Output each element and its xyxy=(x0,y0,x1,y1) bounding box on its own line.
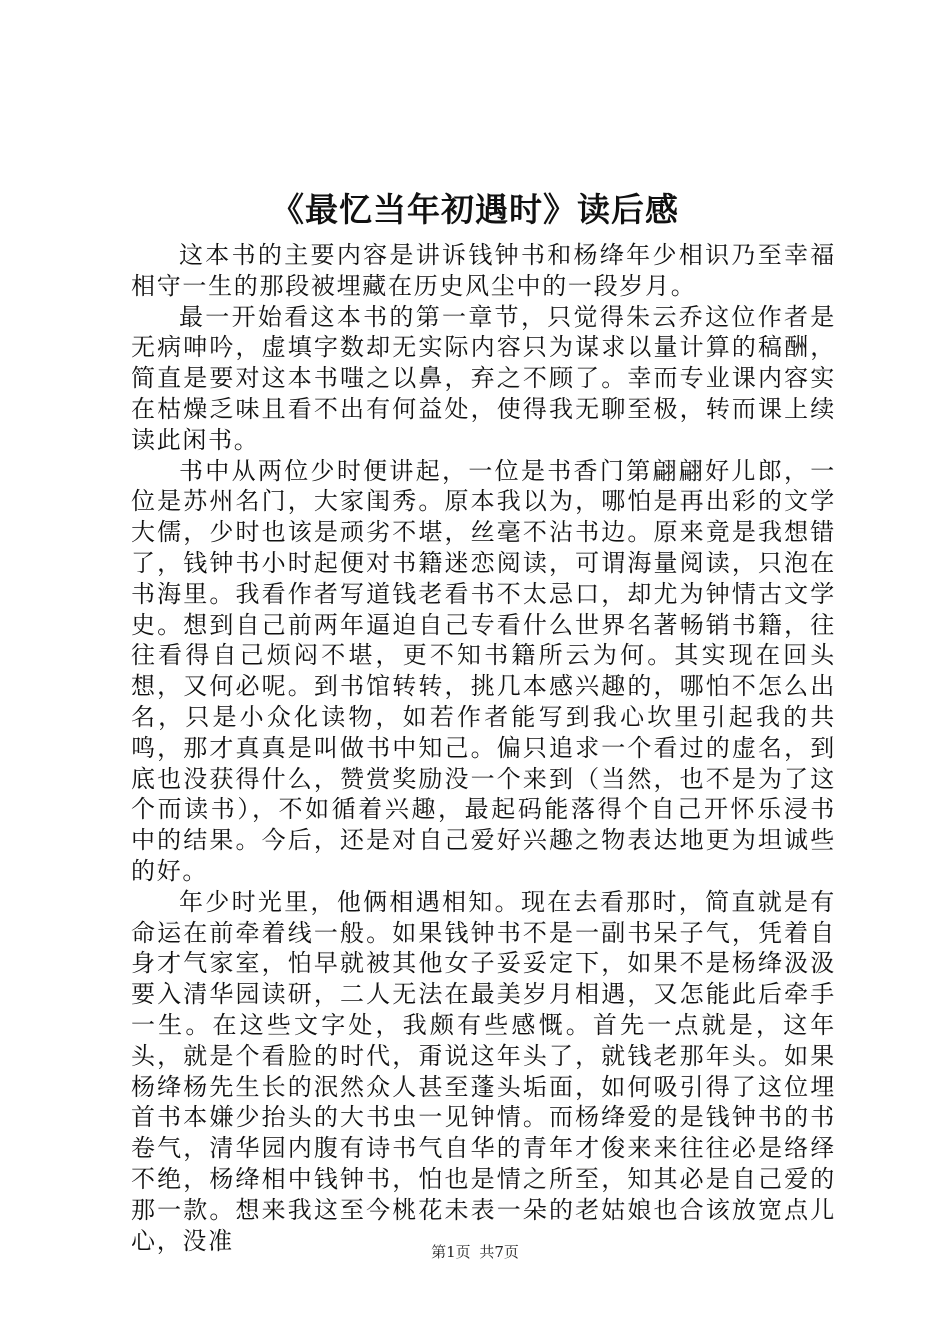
page-footer xyxy=(0,1242,950,1262)
paragraph-1: 这本书的主要内容是讲诉钱钟书和杨绛年少相识乃至幸福相守一生的那段被埋藏在历史风尘中的一段岁月。 xyxy=(131,241,836,300)
paragraph-4: 年少时光里，他俩相遇相知。现在去看那时，简直就是有命运在前牵着线一般。如果钱钟书不是一副书呆子气，凭着自身才气家室，怕早就被其他女子妥妥定下，如果不是杨绛汲汲要入清华园读研，二人无法在最美岁月相遇，又怎能此后牵手一生。在这些文字处，我颇有些感慨。首先一点就是，这年头，就是个看脸的时代，甭说这年头了，就钱老那年头。如果杨绛杨先生长的泯然众人甚至蓬头垢面，如何吸引得了这位埋首书本嫌少抬头的大书虫一见钟情。而杨绛爱的是钱钟书的书卷气，清华园内腹有诗书气自华的青年才俊来来往往必是络绎不绝，杨绛相中钱钟书，怕也是情之所至，知其必是自己爱的那一款。想来我这至今桃花未表一朵的老姑娘也合该放宽点儿心，没准 xyxy=(131,887,836,1255)
document-title: 《最忆当年初遇时》读后感 xyxy=(271,190,679,229)
page-number: 第1页 xyxy=(431,1243,471,1261)
document-body xyxy=(131,240,836,1256)
paragraph-3: 书中从两位少时便讲起，一位是书香门第翩翩好儿郎，一位是苏州名门，大家闺秀。原本我以为，哪怕是再出彩的文学大儒，少时也该是顽劣不堪，丝毫不沾书边。原来竟是我想错了，钱钟书小时起便对书籍迷恋阅读，可谓海量阅读，只泡在书海里。我看作者写道钱老看书不太忌口，却尤为钟情古文学史。想到自己前两年逼迫自己专看什么世界名著畅销书籍，往往看得自己烦闷不堪，更不知书籍所云为何。其实现在回头想，又何必呢。到书馆转转，挑几本感兴趣的，哪怕不怎么出名，只是小众化读物，如若作者能写到我心坎里引起我的共鸣，那才真真是叫做书中知己。偏只追求一个看过的虚名，到底也没获得什么，赞赏奖励没一个来到（当然，也不是为了这个而读书），不如循着兴趣，最起码能落得个自己开怀乐浸书中的结果。今后，还是对自己爱好兴趣之物表达地更为坦诚些的好。 xyxy=(131,456,836,885)
paragraph-2: 最一开始看这本书的第一章节，只觉得朱云乔这位作者是无病呻吟，虚填字数却无实际内容只为谋求以量计算的稿酬，简直是要对这本书嗤之以鼻，弃之不顾了。幸而专业课内容实在枯燥乏味且看不出有何益处，使得我无聊至极，转而课上续读此闲书。 xyxy=(131,302,836,454)
page-total: 共7页 xyxy=(479,1243,519,1261)
